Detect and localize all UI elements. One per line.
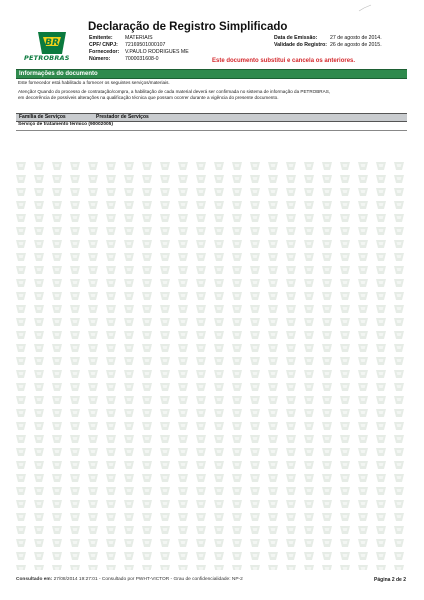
numero-value: 7000031608-0 [125,55,159,62]
table-row-divider [16,130,407,131]
replacement-notice: Este documento substitui e cancela os anteriores. [212,58,356,64]
validade-label: Validade do Registro: [274,41,328,48]
page-number: Página 2 de 2 [374,577,406,583]
numero-label: Número: [89,55,111,62]
section-paragraph-2 [18,89,330,100]
footer-consultation [16,577,243,582]
watermark-svg [14,160,410,570]
meta-right-labels [274,35,327,49]
security-watermark-pattern [14,160,410,570]
cpf-label: CPF/ CNPJ: [89,41,118,48]
fornecedor-label: Fornecedor: [89,48,120,55]
consultado-value: 27/08/2014 19:27:01 - Consultado por PWHT-VICTOR - Grau de confidencialidade: NP-2 [53,577,243,582]
section-title: Informações do documento [19,71,98,77]
document-title: Declaração de Registro Simplificado [88,21,288,33]
section-header-bar [16,69,407,79]
svg-text:BR: BR [45,38,59,48]
services-table-header [16,113,407,122]
column-header-familia: Família de Serviços [19,114,66,120]
meta-left-labels [89,35,119,63]
cpf-value: 72169501000107 [125,41,166,48]
column-header-prestador: Prestador de Serviços [96,114,149,120]
fornecedor-value: V.PAULO RODRIGUES ME [125,48,189,55]
emissao-label: Data de Emissão: [274,35,318,41]
section-paragraph-1: Este fornecedor está habilitado a fornecer os seguintes serviços/materiais. [18,80,170,85]
table-row: Serviço de tratamento térmico (90002005) [18,122,113,127]
meta-right-values [330,35,382,49]
emitente-label: Emitente: [89,35,113,41]
pen-mark [358,4,372,12]
emissao-value: 27 de agosto de 2014. [330,35,382,41]
brand-name: PETROBRAS [24,54,70,62]
emitente-value: MATERIAIS [125,35,153,41]
consultado-label: Consultado em: [16,577,53,582]
section-paragraph-2-line-2: em decorrência de possíveis alterações na qualificação técnica que possam ocorrer durante a vigência do presente documento. [18,94,279,100]
section-paragraph-2-line-1: Atenção! Quando do processo de contratação/compra, a habilitação de cada material deverá ser confirmada no sistema de informação da PETROBRAS, [18,89,331,94]
validade-value: 26 de agosto de 2015. [330,41,382,48]
meta-left-values [125,35,189,63]
